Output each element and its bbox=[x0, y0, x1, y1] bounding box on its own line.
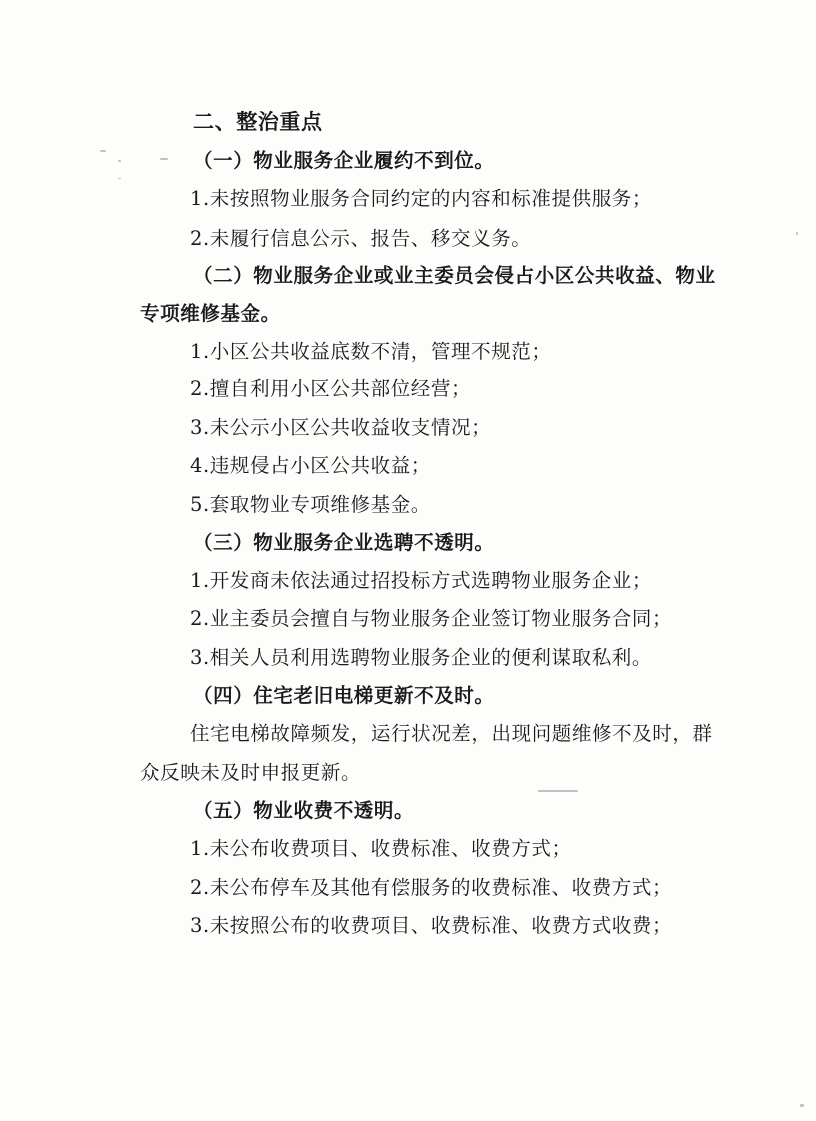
scan-speck bbox=[100, 150, 106, 152]
paragraph-5-2: 2.未公布停车及其他有偿服务的收费标准、收费方式； bbox=[190, 876, 673, 899]
paragraph-2-2: 2.擅自利用小区公共部位经营； bbox=[190, 377, 472, 400]
paragraph-4-line-1: 住宅电梯故障频发，运行状况差，出现问题维修不及时，群 bbox=[190, 722, 713, 745]
paragraph-5-1: 1.未公布收费项目、收费标准、收费方式； bbox=[190, 837, 572, 860]
paragraph-2-3: 3.未公示小区公共收益收支情况； bbox=[190, 416, 492, 439]
scan-speck bbox=[118, 160, 121, 162]
scan-speck bbox=[796, 232, 798, 235]
section-title: 二、整治重点 bbox=[193, 109, 323, 134]
scan-speck bbox=[118, 178, 121, 179]
paragraph-3-1: 1.开发商未依法通过招投标方式选聘物业服务企业； bbox=[190, 569, 653, 592]
paragraph-3-3: 3.相关人员利用选聘物业服务企业的便利谋取私利。 bbox=[190, 646, 653, 669]
paragraph-5-3: 3.未按照公布的收费项目、收费标准、收费方式收费； bbox=[190, 914, 673, 937]
paragraph-2-1: 1.小区公共收益底数不清，管理不规范； bbox=[190, 340, 552, 363]
paragraph-1-1: 1.未按照物业服务合同约定的内容和标准提供服务； bbox=[190, 187, 653, 210]
paragraph-1-2: 2.未履行信息公示、报告、移交义务。 bbox=[190, 227, 532, 250]
paragraph-3-2: 2.业主委员会擅自与物业服务企业签订物业服务合同； bbox=[190, 607, 673, 630]
paragraph-2-5: 5.套取物业专项维修基金。 bbox=[190, 493, 431, 516]
scan-speck bbox=[160, 158, 168, 160]
scan-speck bbox=[538, 790, 578, 792]
subheading-2-line-1: （二）物业服务企业或业主委员会侵占小区公共收益、物业 bbox=[193, 264, 716, 287]
subheading-5: （五）物业收费不透明。 bbox=[193, 799, 415, 822]
subheading-2-line-2: 专项维修基金。 bbox=[140, 302, 281, 325]
subheading-1: （一）物业服务企业履约不到位。 bbox=[193, 149, 495, 172]
scan-speck bbox=[800, 1104, 804, 1107]
paragraph-2-4: 4.违规侵占小区公共收益； bbox=[190, 454, 431, 477]
subheading-4: （四）住宅老旧电梯更新不及时。 bbox=[193, 684, 495, 707]
paragraph-4-line-2: 众反映未及时申报更新。 bbox=[140, 761, 362, 784]
subheading-3: （三）物业服务企业选聘不透明。 bbox=[193, 531, 495, 554]
